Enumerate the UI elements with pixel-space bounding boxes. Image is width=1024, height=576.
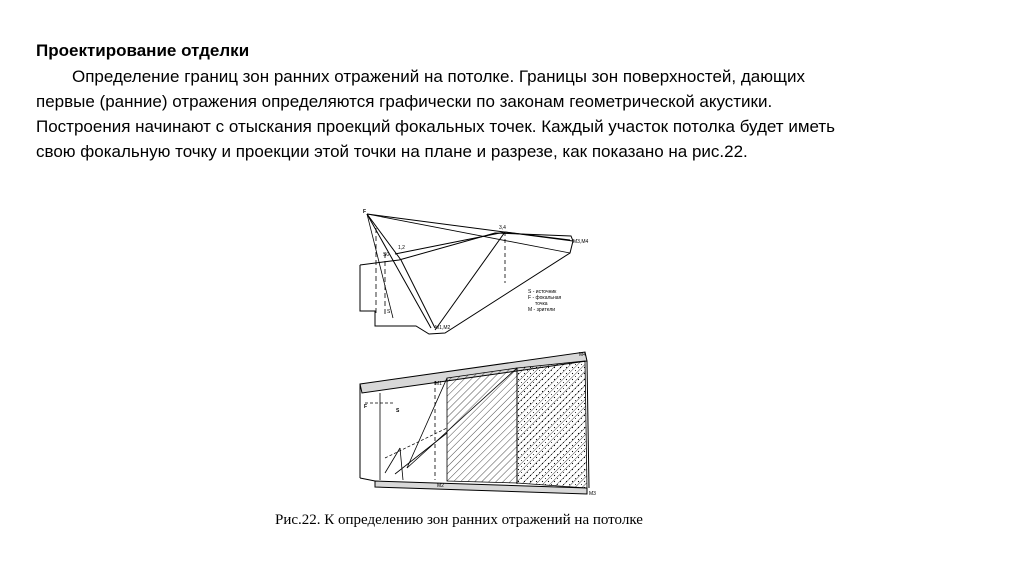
legend-line: S - источник: [528, 289, 557, 295]
m12-label: M1,M2: [435, 325, 451, 331]
body-line: первые (ранние) отражения определяются графически по законам геометрической акустики.: [36, 92, 773, 111]
legend-line: F - фокальная: [528, 295, 562, 301]
m2-label: M2: [437, 483, 444, 489]
body-line: свою фокальную точку и проекции этой точки на плане и разрезе, как показано на рис.22.: [36, 142, 748, 161]
ceiling-reflection-diagram: [355, 198, 615, 503]
plan-focal-label: F: [364, 404, 368, 410]
section-view: [360, 214, 573, 334]
m3-label: M3: [589, 491, 596, 497]
plan-source-label: S: [396, 408, 400, 414]
slide-body-text: [36, 64, 986, 164]
body-line: Построения начинают с отыскания проекций фокальных точек. Каждый участок потолка будет иметь: [36, 117, 836, 136]
legend-line: M - зрители: [528, 307, 556, 313]
legend: [528, 289, 562, 313]
focal-point-label: F: [363, 209, 367, 215]
s0-label: S0: [383, 252, 390, 258]
m1-label: M1: [435, 381, 442, 387]
point-12-label: 1,2: [398, 245, 405, 251]
m4-label: M4: [579, 352, 586, 358]
plan-view: [360, 352, 589, 494]
legend-line: точка: [535, 301, 548, 307]
figure-22: [355, 198, 615, 503]
m34-label: M3,M4: [573, 239, 589, 245]
body-line: Определение границ зон ранних отражений на потолке. Границы зон поверхностей, дающих: [72, 67, 805, 86]
figure-caption: Рис.22. К определению зон ранних отражений на потолке: [275, 512, 643, 528]
source-label: S: [387, 309, 391, 315]
slide-title: Проектирование отделки: [36, 41, 250, 60]
point-34-label: 3,4: [499, 225, 506, 231]
